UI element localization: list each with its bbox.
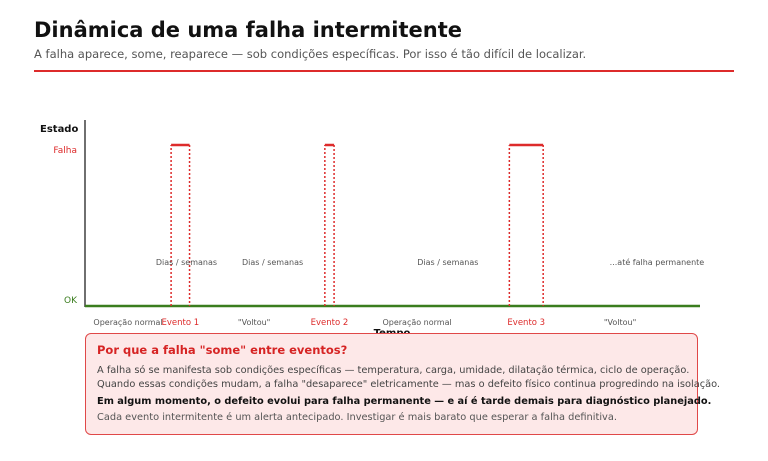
explanation-emphasis: Em algum momento, o defeito evolui para falha permanente — e aí é tarde demais para diagnóstico planejado. xyxy=(97,396,712,407)
page-subtitle: A falha aparece, some, reaparece — sob condições específicas. Por isso é tão difícil de localizar. xyxy=(34,47,587,61)
phase-label: Operação normal xyxy=(93,318,163,327)
interval-label: Dias / semanas xyxy=(417,258,479,267)
event-label: Evento 1 xyxy=(161,318,200,328)
explanation-box xyxy=(85,333,721,435)
y-tick-label-ok: OK xyxy=(64,296,77,306)
y-tick-label-falha: Falha xyxy=(53,146,77,156)
phase-label: Operação normal xyxy=(382,318,452,327)
explanation-line-1: A falha só se manifesta sob condições específicas — temperatura, carga, umidade, dilatação térmica, ciclo de operação. xyxy=(97,365,690,376)
explanation-footer: Cada evento intermitente é um alerta antecipado. Investigar é mais barato que esperar a falha definitiva. xyxy=(97,412,617,423)
y-axis-label: Estado xyxy=(40,124,79,135)
explanation-line-2: Quando essas condições mudam, a falha "desaparece" eletricamente — mas o defeito físico continua progredindo na isolação. xyxy=(97,378,721,390)
event-label: Evento 3 xyxy=(507,318,546,328)
interval-label: ...até falha permanente xyxy=(609,258,705,267)
phase-label: "Voltou" xyxy=(237,318,271,327)
interval-label: Dias / semanas xyxy=(241,258,304,267)
phase-label: "Voltou" xyxy=(603,318,637,327)
page-title: Dinâmica de uma falha intermitente xyxy=(34,18,462,42)
interval-label: Dias / semanas xyxy=(155,258,218,267)
event-label: Evento 2 xyxy=(310,318,349,328)
explanation-title: Por que a falha "some" entre eventos? xyxy=(97,343,348,357)
